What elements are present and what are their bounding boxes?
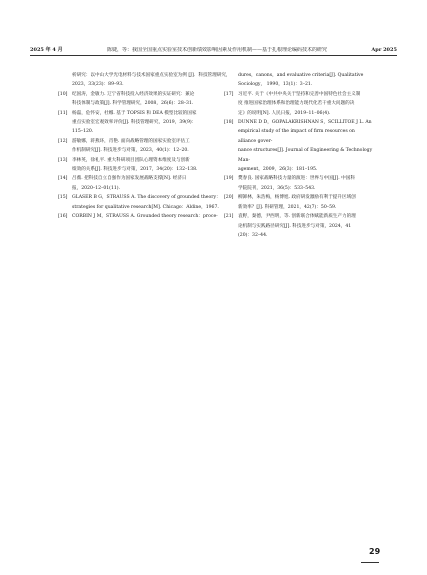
ref-line: 游敏娜，蒋燕环，肖艳. 面向战略管理的国家实验室评估工 [72, 138, 190, 144]
ref-line: GLASER B G，STRAUSS A. The discovery of grounded theory： [72, 195, 221, 201]
ref-number: [16] [58, 214, 68, 220]
ref-number: [10] [58, 91, 68, 97]
ref-number: [13] [58, 157, 68, 163]
ref-line: 纪国涛，金敏力. 辽宁省科技投入经济效果的实证研究：兼论 [72, 91, 195, 97]
ref-line: 科技体制与政策[J]. 科学管理研究，2008，26(6)：28–31. [72, 101, 194, 107]
ref-line: 绩效的关系[J]. 科技进步与对策，2017，34(20)：132–138. [72, 167, 198, 173]
reference-item [58, 90, 236, 109]
ref-line: 1990，13(1)：3–21. [266, 82, 313, 88]
reference-item [58, 137, 236, 156]
reference-item [58, 174, 236, 193]
ref-line: DUNNE D D，GOPALAKRISHNAN S，SCILLITOE J L. An [238, 120, 372, 126]
ref-number: [11] [58, 110, 68, 116]
ref-number: [15] [58, 195, 68, 201]
ref-number: [12] [58, 138, 68, 144]
ref-line: 李林英，徐礼平. 重大科研项目团队心理资本维度及与创新 [72, 157, 190, 163]
reference-item [224, 212, 374, 240]
header-date: 2025 年 4 月 [30, 47, 63, 53]
ref-line: empirical study of the impact of firm resources on alliance gover- [238, 129, 355, 144]
ref-number: [21] [224, 214, 234, 220]
ref-line: agement，2009，26(3)：181–195. [238, 167, 318, 173]
ref-number: [20] [224, 195, 234, 201]
ref-line: 作机制研究[J]. 科技进步与对策，2023，40(1)：12–20. [72, 148, 189, 154]
ref-line: 习近平. 关于《中共中央关于坚持和完善中国特色社会主义制 [238, 91, 361, 97]
ref-continuation [224, 71, 374, 90]
ref-number: [14] [58, 176, 68, 182]
ref-line: dures，canons，and evaluative criteria[J]. Qualitative Sociology， [238, 73, 364, 88]
reference-item [58, 109, 236, 137]
page-number-rule [361, 562, 379, 563]
ref-continuation [58, 71, 236, 90]
ref-line: 柳卸林，朱浩梅，杨博旭. 政府研发激励有利于提升区域创 [238, 195, 356, 201]
header-title: 陈婕，等：我国全国重点实验室技术创新绩效影响因素及作用机制——基于扎根理论编码技术的研究 [106, 47, 327, 53]
header-tag: Apr 2025 [371, 47, 397, 53]
reference-item [58, 156, 236, 175]
ref-line: 定》的说明[N]. 人民日报，2019–11–06(4). [238, 110, 331, 116]
running-header [30, 47, 397, 53]
reference-item [224, 90, 374, 118]
ref-line: 度 推进国家治理体系和治理能力现代化若干重大问题的决 [238, 101, 355, 107]
ref-line: 樊春良. 国家战略科技力量的演进：世界与中国[J]. 中国科 [238, 176, 355, 182]
ref-line: 115–120. [72, 129, 94, 135]
header-rule [30, 55, 397, 56]
ref-number: [18] [224, 120, 234, 126]
ref-line: CORBIN J M，STRAUSS A. Grounded theory research：proce- [72, 214, 218, 220]
reference-item [224, 118, 374, 174]
reference-item [58, 212, 236, 221]
right-column [224, 71, 374, 240]
ref-line: nance structures[J]. Journal of Engineering & Technology Man- [238, 148, 373, 163]
left-column [58, 71, 236, 222]
ref-line: [J]．科技管理研究，2023，33(23)：89–93. [72, 73, 231, 88]
ref-line: 新效率？[J]. 科研管理，2021，42(7)：50–59. [238, 204, 337, 210]
ref-line: 论机制与实践路径研究[J]. 科技进步与对策，2024，41 [238, 223, 352, 229]
page-number: 29 [369, 547, 381, 556]
reference-item [58, 193, 236, 212]
ref-line: 杨磊，危怀安，杜娜. 基于 TOPSIS 和 DEA 模型比较的国家 [72, 110, 197, 116]
ref-line: 吕薇. 把科技自立自强作为国家发展战略支撑[N]. 经济日 [72, 176, 187, 182]
ref-line: 学院院刊，2021，36(5)：533–543. [238, 185, 316, 191]
ref-line: 重点实验室宏观效率评价[J]. 科技管理研究，2019，39(9)： [72, 120, 197, 126]
ref-number: [17] [224, 91, 234, 97]
ref-line: 析研究：以中山大学光电材料与技术国家重点实验室为例 [72, 73, 187, 78]
ref-line: strategies for qualitative research[M]. Chicago：Aldine，1967. [72, 204, 219, 210]
reference-item [224, 174, 374, 193]
ref-line: 报，2020–12–01(11). [72, 185, 121, 191]
reference-item [224, 193, 374, 212]
ref-line: 袁野，秦德，尹西明，等. 创新联合体赋能新质生产力的理 [238, 214, 356, 220]
ref-number: [19] [224, 176, 234, 182]
ref-line: (20)：32–44. [238, 232, 268, 238]
